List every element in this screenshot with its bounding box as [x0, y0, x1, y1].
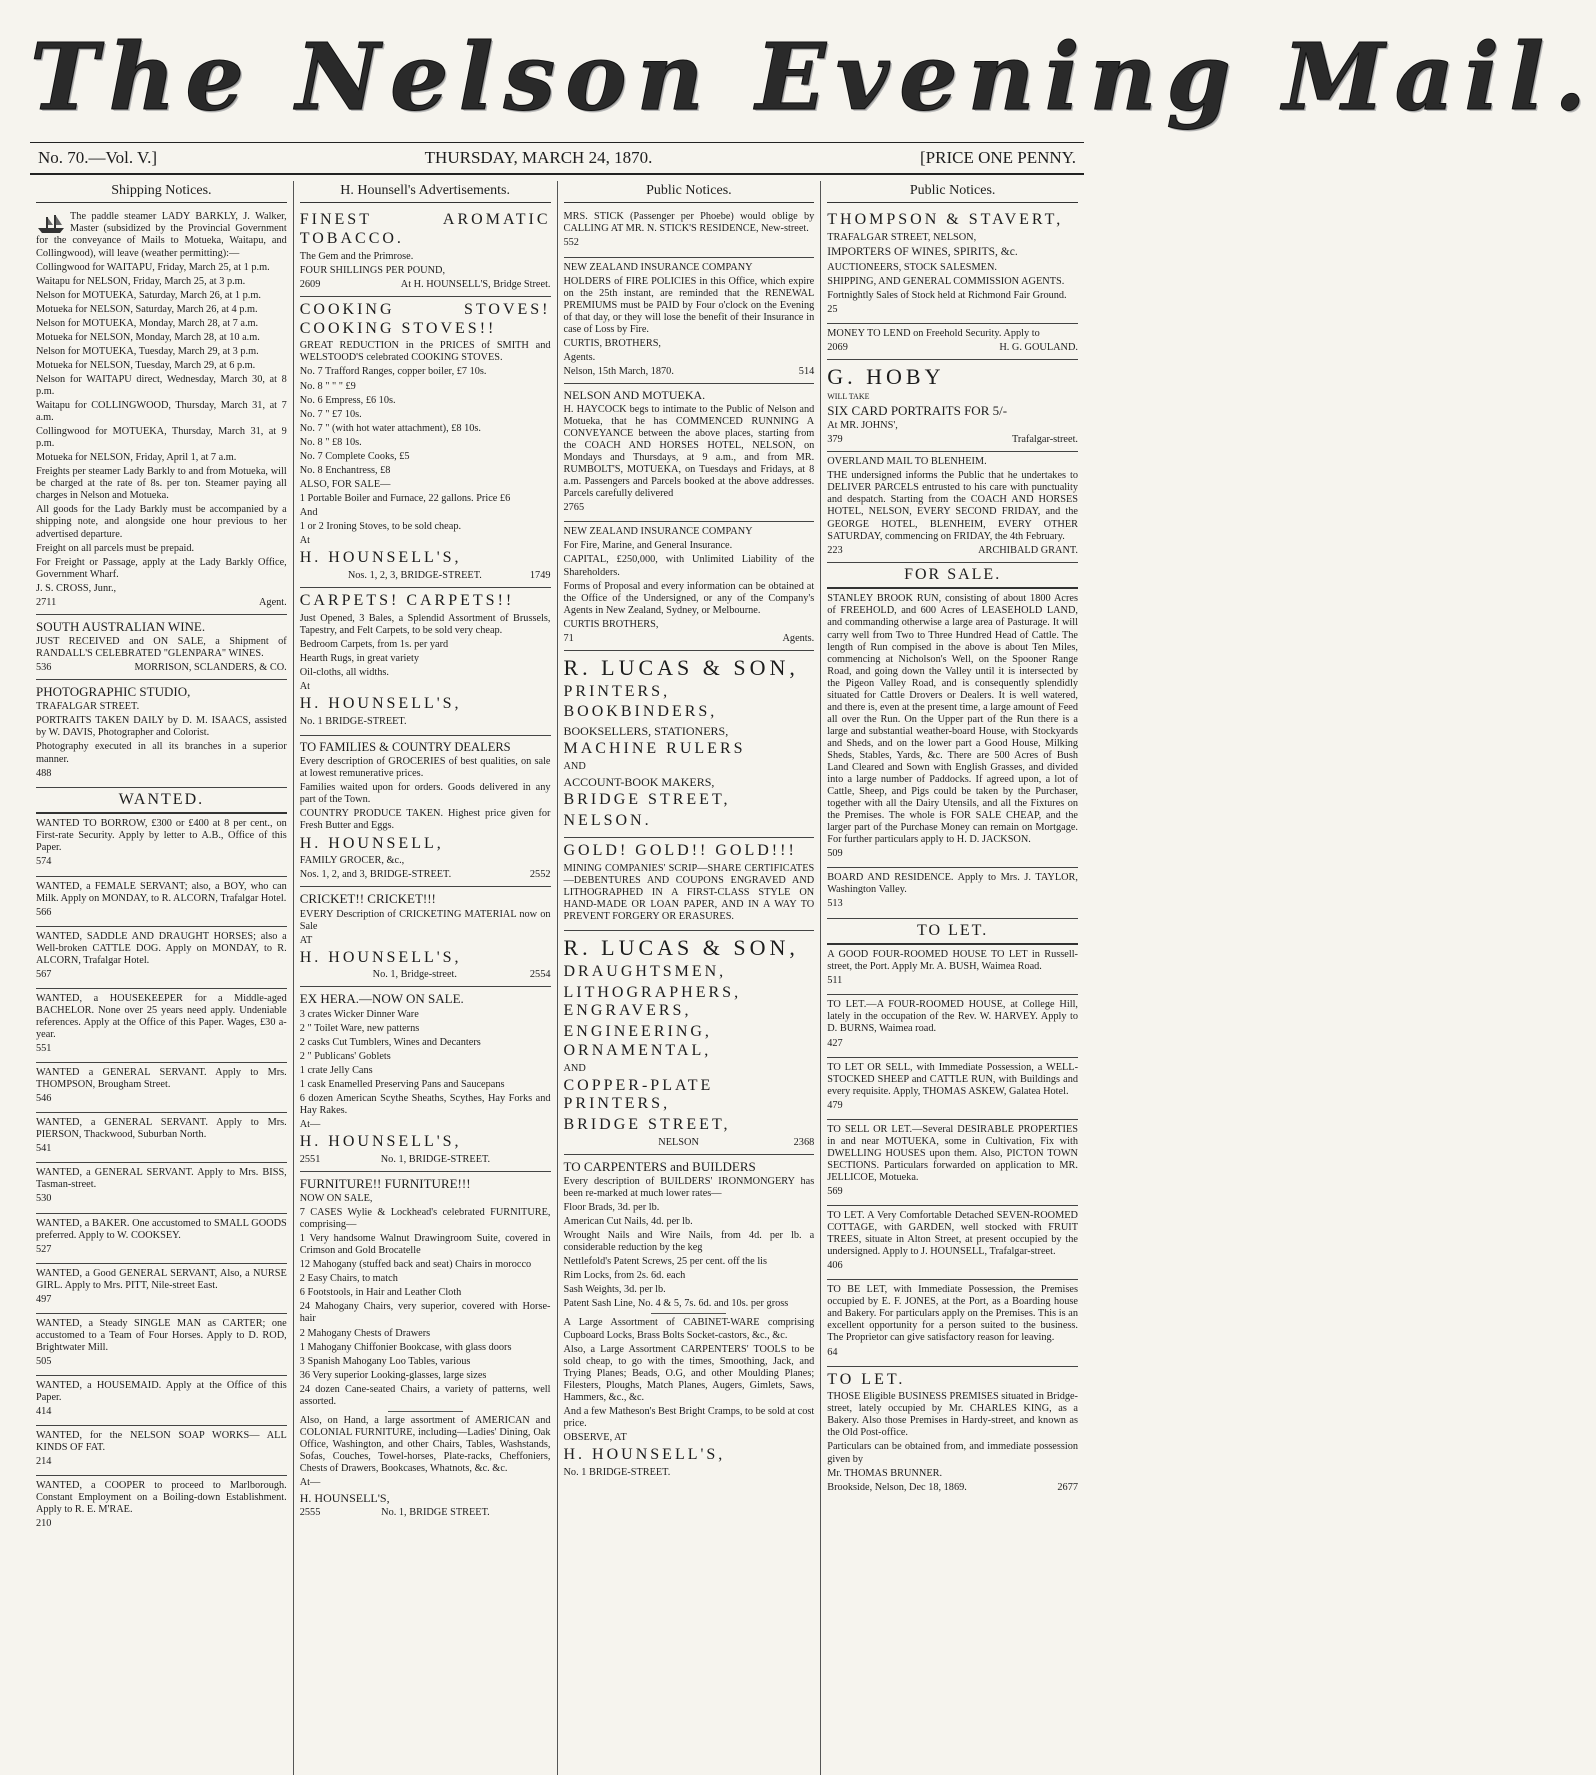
ad-text: Agents. — [782, 632, 815, 644]
stick-ad — [564, 207, 815, 257]
ad-ref: 552 — [563, 237, 579, 249]
ad-ref: 427 — [827, 1037, 843, 1049]
ad-heading: NELSON AND MOTUEKA. — [563, 387, 706, 402]
ad-subheading: The Gem and the Primrose. — [299, 250, 414, 262]
ad-ref: 2554 — [529, 969, 551, 981]
ad-text: EVERY Description of CRICKETING MATERIAL now on Sale — [299, 908, 551, 932]
ad-text: ALSO, FOR SALE— — [299, 478, 391, 490]
ad-ref: 514 — [798, 365, 815, 377]
ad-ref: 406 — [827, 1260, 843, 1272]
ad-signature: CURTIS, BROTHERS, — [563, 337, 662, 349]
column-hounsell — [293, 181, 557, 1775]
ad-ref: 2677 — [1057, 1481, 1078, 1493]
ad-text: Motueka for NELSON, Monday, March 28, at 10 a.m. — [36, 331, 260, 343]
ad-address: No. 1, BRIDGE STREET. — [381, 1507, 490, 1519]
ship-icon — [36, 213, 66, 235]
ad-text: Nelson for MOTUEKA, Tuesday, March 29, at 3 p.m. — [36, 345, 259, 357]
ad-ref: 479 — [827, 1099, 843, 1111]
ad-text: ACCOUNT-BOOK MAKERS, — [563, 774, 715, 789]
ad-text: Families waited upon for orders. Goods delivered in any part of the Town. — [299, 782, 551, 806]
column-public-notices-2 — [820, 181, 1084, 1775]
ad-signature: Mr. THOMAS BRUNNER. — [827, 1467, 943, 1479]
ad-heading: R. LUCAS & SON, — [563, 935, 799, 961]
ad-text: The paddle steamer LADY BARKLY, J. Walker, Master (subsidized by the Provincial Government for the conveyance of Mails to Motueka, Waitapu, and Collingwood), will leave (weather permitting):— — [36, 211, 287, 259]
ad-text: TO LET. A Very Comfortable Detached SEVEN-ROOMED COTTAGE, with GARDEN, well stocked with FRUIT TREES, situate in Alton Street, at present occupied by the undersigned. Apply to J. HOUNSELL, Trafalgar-street. — [827, 1210, 1078, 1258]
ad-text: TO SELL OR LET.—Several DESIRABLE PROPERTIES in and near MOTUEKA, some in Cultivation, Fix with DWELLING HOUSES upon them. Also, PICTON TOWN SECTIONS. Particulars forwarded on application to MR. JELLICOE, Motueka. — [827, 1123, 1078, 1183]
ad-agent: Agent. — [259, 596, 287, 608]
ad-text: THE undersigned informs the Public that he undertakes to DELIVER PARCELS entrusted to his care with punctuality and despatch. Starting from the COACH AND HORSES HOTEL, NELSON, EVERY SECOND FRIDAY, and the GEORGE HOTEL, BLENHEIM, EVERY OTHER SATURDAY, commencing on FRIDAY, the 4th February. — [827, 470, 1078, 542]
ad-text: HOLDERS of FIRE POLICIES in this Office, which expire on the 25th instant, are reminded that the RENEWAL PREMIUMS must be PAID by Four o'clock on the Evening of that day, or they will lose the benefit of their Insurance in case of Loss by Fire. — [563, 275, 815, 335]
ad-text: MINING COMPANIES' SCRIP—SHARE CERTIFICATES—DEBENTURES AND COUPONS ENGRAVED AND LITHOGRAPHED IN A FIRST-CLASS STYLE ON HAND-MADE OR LOAN PAPER, AND IN A WAY TO PREVENT FORGERY OR ERASURES. — [563, 862, 815, 923]
to-let-ad — [827, 995, 1078, 1057]
wanted-ad — [36, 927, 287, 989]
ad-text: No. 7 " £7 10s. — [299, 408, 362, 420]
ad-text: 24 Mahogany Chairs, very superior, covered with Horse-hair — [299, 1301, 551, 1325]
column-heading: H. Hounsell's Advertisements. — [300, 181, 551, 203]
ad-text: GREAT REDUCTION in the PRICES of SMITH and WELSTOOD'S celebrated COOKING STOVES. — [299, 340, 551, 364]
ad-text: 2 " Publicans' Goblets — [299, 1050, 391, 1062]
ad-heading: COOKING STOVES! COOKING STOVES!! — [299, 300, 551, 337]
furniture-ad — [300, 1172, 551, 1524]
board-residence-ad — [827, 868, 1078, 918]
ad-text: No. 8 " " " £9 — [299, 380, 356, 392]
wanted-ad — [36, 1063, 287, 1113]
ad-text: Agents. — [563, 351, 596, 363]
ad-text: 2 casks Cut Tumblers, Wines and Decanters — [299, 1036, 481, 1048]
wanted-ad — [36, 1163, 287, 1213]
wanted-ad — [36, 814, 287, 876]
ad-text: Hearth Rugs, in great variety — [299, 652, 419, 664]
ad-text: Freight on all parcels must be prepaid. — [36, 542, 195, 554]
lady-barkly-ad — [36, 207, 287, 614]
ad-ref: 71 — [563, 632, 574, 644]
ad-text: Just Opened, 3 Bales, a Splendid Assortment of Brussels, Tapestry, and Felt Carpets, to be sold very cheap. — [299, 612, 551, 636]
ad-ref: 2551 — [299, 1153, 321, 1165]
cricket-ad — [300, 887, 551, 987]
ad-ref: 2609 — [299, 278, 321, 290]
issue-number: No. 70.—Vol. V.] — [38, 148, 158, 167]
carpets-ad — [300, 588, 551, 736]
ad-subheading: FAMILY GROCER, &c., — [299, 855, 405, 867]
ad-text: PORTRAITS TAKEN DAILY by D. M. ISAACS, assisted by W. DAVIS, Photographer and Colorist. — [36, 715, 287, 739]
ad-text: Nelson for WAITAPU direct, Wednesday, March 30, at 8 p.m. — [36, 373, 287, 397]
ad-text: MRS. STICK (Passenger per Phoebe) would oblige by CALLING AT MR. N. STICK'S RESIDENCE, New-street. — [563, 211, 815, 235]
wanted-ad — [36, 1314, 287, 1376]
ad-date: Nelson, 15th March, 1870. — [563, 365, 674, 377]
ad-text: WANTED, a Steady SINGLE MAN as CARTER; one accustomed to a Team of Four Horses. Apply to D. ROD, Brightwater Mill. — [36, 1317, 287, 1353]
ad-ref: 566 — [36, 906, 52, 918]
ad-text: No. 8 " £8 10s. — [299, 436, 362, 448]
ad-text: Waitapu for COLLINGWOOD, Thursday, March 31, at 7 a.m. — [36, 400, 287, 424]
ad-signature: H. HOUNSELL'S, — [299, 1133, 462, 1151]
ad-text: Floor Brads, 3d. per lb. — [563, 1202, 660, 1214]
ad-text: WILL TAKE — [827, 391, 870, 401]
ad-text: Rim Locks, from 2s. 6d. each — [563, 1270, 686, 1282]
masthead: The Nelson Evening Mail. — [30, 23, 1596, 131]
ad-text: IMPORTERS OF WINES, SPIRITS, &c. — [827, 246, 1018, 259]
ad-heading: SOUTH AUSTRALIAN WINE. — [36, 618, 206, 634]
ad-ref: 513 — [827, 898, 843, 910]
ad-text: Nelson for MOTUEKA, Monday, March 28, at 7 a.m. — [36, 317, 259, 329]
ad-text: 1 Very handsome Walnut Drawingroom Suite, covered in Crimson and Gold Brocatelle — [299, 1233, 551, 1257]
ad-text: WANTED, a HOUSEKEEPER for a Middle-aged BACHELOR. None over 25 years need apply. Undeniable references. Apply at the Office of this Paper. Wages, £30 a-year. — [36, 992, 287, 1040]
ad-text: No. 6 Empress, £6 10s. — [299, 394, 396, 406]
ad-text: 1 Portable Boiler and Furnace, 22 gallons. Price £6 — [299, 492, 511, 504]
nz-insurance-ad-2 — [564, 522, 815, 650]
ad-text: Particulars can be obtained from, and immediate possession given by — [827, 1441, 1078, 1465]
ad-address: Nos. 1, 2, 3, BRIDGE-STREET. — [347, 569, 482, 581]
nz-insurance-ad — [564, 258, 815, 384]
ad-text: A GOOD FOUR-ROOMED HOUSE TO LET in Russell-street, the Port. Apply Mr. A. BUSH, Waimea Road. — [827, 949, 1078, 973]
ad-text: Every description of BUILDERS' IRONMONGERY has been re-marked at much lower rates— — [563, 1175, 815, 1200]
ad-ref: 511 — [827, 975, 843, 987]
families-ad — [300, 736, 551, 888]
ad-ref: 2711 — [36, 596, 57, 608]
ad-text: Sash Weights, 3d. per lb. — [563, 1284, 666, 1296]
ad-ref: 541 — [36, 1143, 52, 1155]
ad-text: Bedroom Carpets, from 1s. per yard — [299, 638, 449, 650]
ad-text: No. 8 Enchantress, £8 — [299, 464, 391, 476]
wanted-ad — [36, 1426, 287, 1476]
ad-text: 1 Mahogany Chiffonier Bookcase, with glass doors — [299, 1341, 512, 1353]
ad-text: Nelson for MOTUEKA, Saturday, March 26, at 1 p.m. — [36, 289, 261, 301]
ad-ref: 551 — [36, 1043, 52, 1055]
ad-address: Trafalgar-street. — [1011, 434, 1078, 446]
ad-ref: 527 — [36, 1243, 52, 1255]
ad-text: TO LET OR SELL, with Immediate Possession, a WELL-STOCKED SHEEP and CATTLE RUN, with Buildings and every requisite. Apply, THOMAS ASKEW, Galatea Hotel. — [827, 1061, 1078, 1097]
ad-ref: 505 — [36, 1355, 52, 1367]
ad-ref: 536 — [36, 662, 52, 674]
ad-heading: FURNITURE!! FURNITURE!!! — [299, 1175, 471, 1191]
ad-text: STANLEY BROOK RUN, consisting of about 1800 Acres of FREEHOLD, and 600 Acres of LEASEHOLD LAND, and commanding otherwise a large area of Pasturage. It will carry well from Two to Three Hundred Head of Cattle. The length of Run compised in the above is about Ten Miles, commencing at Nicholson's Well, on the Spooner Range Road, and going down the Valley until it is intersected by the Pigeon Valley Road, and is consequently splendidly situated for Cattle Drovers or Dealers. It is well watered, and there is, even at the present time, a large amount of Feed all over the Run. On the Upper part of the Run there is a large and substantial weather-board House, with Stockyards and Sheds, and on the lower part a Good House, Milking Sheds, Stables, Yards, &c. There are 500 Acres of Bush Land Cleared and Sown with English Grasses, and divided into a large number of Paddocks. If agreed upon, a lot of Cattle, Sheep, and Pigs could be taken by the Purchaser, together with all the Dairy Utensils, and all the Fixtures on the Premises. The whole is FOR SALE CHEAP, and the larger part of the Purchase Money can remain on Mortgage. For further particulars apply to H. D. JACKSON. — [827, 593, 1078, 846]
ad-text: No. 7 " (with hot water attachment), £8 10s. — [299, 422, 481, 434]
wanted-ad — [36, 1214, 287, 1264]
to-let-ad — [827, 945, 1078, 995]
ad-date: Brookside, Nelson, Dec 18, 1869. — [827, 1481, 967, 1493]
ad-text: ENGINEERING, ORNAMENTAL, — [563, 1023, 712, 1059]
ad-text: Patent Sash Line, No. 4 & 5, 7s. 6d. and 10s. per gross — [563, 1298, 789, 1310]
ad-heading: NEW ZEALAND INSURANCE COMPANY — [563, 526, 753, 538]
ad-text: Waitapu for NELSON, Friday, March 25, at 3 p.m. — [36, 275, 246, 287]
tobacco-ad — [300, 207, 551, 297]
ad-text: CAPITAL, £250,000, with Unlimited Liability of the Shareholders. — [563, 554, 815, 578]
ad-text: 3 crates Wicker Dinner Ware — [299, 1008, 419, 1020]
ad-text: DRAUGHTSMEN, — [563, 962, 727, 980]
ad-signature: MORRISON, SCLANDERS, & CO. — [134, 662, 287, 674]
ad-signature: At H. HOUNSELL'S, Bridge Street. — [400, 278, 551, 290]
ad-ref: 488 — [36, 767, 52, 779]
ad-text: WANTED, SADDLE AND DRAUGHT HORSES; also a Well-broken CATTLE DOG. Apply on MONDAY, to R. ALCORN, Trafalgar Hotel. — [36, 930, 287, 966]
ad-address: No. 1, Bridge-street. — [372, 969, 457, 981]
ad-text: Collingwood for MOTUEKA, Thursday, March 31, at 9 p.m. — [36, 426, 287, 450]
ad-text: 12 Mahogany (stuffed back and seat) Chairs in morocco — [299, 1259, 532, 1271]
ad-heading: CRICKET!! CRICKET!!! — [299, 891, 436, 907]
ad-subheading: For Fire, Marine, and General Insurance. — [563, 540, 733, 552]
ad-signature: H. G. GOULAND. — [999, 341, 1078, 353]
ad-text: WANTED, a BAKER. One accustomed to SMALL GOODS preferred. Apply to W. COOKSEY. — [36, 1217, 287, 1241]
ad-signature: H. HOUNSELL'S, — [299, 694, 462, 712]
ad-text: 2 Mahogany Chests of Drawers — [299, 1327, 431, 1339]
ad-ref: 567 — [36, 968, 52, 980]
ad-text: BRIDGE STREET, — [563, 790, 731, 808]
ad-ref: 223 — [827, 544, 843, 556]
ad-text: Also, on Hand, a large assortment of AMERICAN and COLONIAL FURNITURE, including—Ladies' Dining, Oak Office, Washington, and other Chairs, Tables, Washstands, Sofas, Couches, Towel-horses, Plate-racks, Cheffoniers, Chests of Drawers, Bookcases, Whatnots, &c. &c. — [299, 1414, 551, 1474]
ad-signature: H. HOUNSELL'S, — [299, 1491, 390, 1506]
wine-ad — [36, 615, 287, 680]
ad-ref: 2555 — [299, 1507, 321, 1519]
ad-text: BRIDGE STREET, — [563, 1116, 731, 1134]
column-heading: Shipping Notices. — [36, 181, 287, 203]
to-let-ad — [827, 1120, 1078, 1206]
wanted-ad — [36, 1476, 287, 1537]
ad-text: Photography executed in all its branches in a superior manner. — [36, 741, 287, 765]
ad-heading: TO LET. — [827, 1370, 906, 1388]
ad-text: WANTED TO BORROW, £300 or £400 at 8 per cent., on First-rate Security. Apply by letter to A.B., Office of this Paper. — [36, 818, 287, 854]
ad-text: COUNTRY PRODUCE TAKEN. Highest price given for Fresh Butter and Eggs. — [299, 808, 551, 832]
ad-text: 3 Spanish Mahogany Loo Tables, various — [299, 1355, 471, 1367]
ad-text: THOSE Eligible BUSINESS PREMISES situated in Bridge-street, lately occupied by Mr. CHARLES KING, as a Bakery. Also those Premises in Hardy-street, and known as the Old Post-office. — [827, 1391, 1078, 1439]
ad-text: WANTED, a HOUSEMAID. Apply at the Office of this Paper. — [36, 1379, 287, 1404]
to-let-heading: TO LET. — [827, 919, 1078, 946]
ad-text: Also, a Large Assortment CARPENTERS' TOOLS to be sold cheap, to go with the times, Smoothing, Jack, and Trying Planes; Beads, O.G, and other Moulding Planes; Filesters, Ploughs, Match Planes, Augers, Gimlets, Saws, Hammers, &c., &c. — [563, 1343, 815, 1403]
ad-text: Nettlefold's Patent Screws, 25 per cent. off the lis — [563, 1256, 768, 1268]
stanley-brook-ad — [827, 589, 1078, 868]
ad-ref: 2368 — [793, 1136, 815, 1148]
thompson-stavert-ad — [827, 207, 1078, 323]
ad-ref: 210 — [36, 1518, 52, 1530]
ad-address: Nos. 1, 2, and 3, BRIDGE-STREET. — [299, 869, 452, 881]
dateline — [30, 142, 1084, 175]
ad-text: BOOKBINDERS, — [563, 703, 718, 721]
overland-mail-ad — [827, 452, 1078, 562]
wanted-ad — [36, 989, 287, 1063]
ad-text: Oil-cloths, all widths. — [299, 666, 389, 678]
ad-heading: FINEST AROMATIC TOBACCO. — [299, 211, 551, 248]
ad-ref: 2552 — [529, 869, 551, 881]
ad-text: AND — [563, 1062, 586, 1074]
wanted-ad — [36, 1264, 287, 1314]
ad-address: No. 1 BRIDGE-STREET. — [299, 715, 407, 727]
carpenters-ad — [564, 1155, 815, 1486]
ad-ref: 530 — [36, 1193, 52, 1205]
ad-signature: H. HOUNSELL'S, — [299, 549, 462, 567]
ad-address: No. 1 BRIDGE-STREET. — [563, 1466, 671, 1478]
lucas-printers-ad — [564, 651, 815, 838]
ad-text: WANTED, a FEMALE SERVANT; also, a BOY, who can Milk. Apply on MONDAY, to R. ALCORN, Trafalgar Hotel. — [36, 880, 287, 904]
ad-text: LITHOGRAPHERS, ENGRAVERS, — [563, 983, 742, 1020]
ad-text: TO BE LET, with Immediate Possession, the Premises occupied by E. F. JONES, at the Port, as a Boarding house and Bakery. For particulars apply on the Premises. This is an excellent opportunity for a person suited to the business. The Proprietor can give satisfactory reason for leaving. — [827, 1284, 1078, 1344]
ad-text: FOUR SHILLINGS PER POUND, — [299, 264, 446, 276]
ad-text: 7 CASES Wylie & Lockhead's celebrated FURNITURE, comprising— — [299, 1207, 551, 1231]
ad-text: WANTED a GENERAL SERVANT. Apply to Mrs. THOMPSON, Brougham Street. — [36, 1067, 287, 1091]
ad-text: Wrought Nails and Wire Nails, from 4d. per lb. a considerable reduction by the keg — [563, 1230, 815, 1254]
to-let-ad — [827, 1280, 1078, 1366]
column-public-notices — [557, 181, 821, 1775]
ad-text: And a few Matheson's Best Bright Cramps, to be sold at cost price. — [563, 1405, 815, 1429]
ad-text: WANTED, a GENERAL SERVANT. Apply to Mrs. PIERSON, Thackwood, Suburban North. — [36, 1117, 287, 1141]
ad-text: 2 " Toilet Ware, new patterns — [299, 1022, 420, 1034]
ad-text: 6 Footstools, in Hair and Leather Cloth — [299, 1287, 462, 1299]
ad-text: WANTED, a COOPER to proceed to Marlborough. Constant Employment on a Boiling-down Establishment. Apply to R. E. M'RAE. — [36, 1480, 287, 1516]
column-heading: Public Notices. — [827, 181, 1078, 203]
ad-text: Motueka for NELSON, Tuesday, March 29, at 6 p.m. — [36, 359, 256, 371]
ad-text: 1 cask Enamelled Preserving Pans and Saucepans — [299, 1078, 505, 1090]
ad-signature: H. HOUNSELL'S, — [299, 948, 462, 966]
ad-text: AND — [563, 760, 586, 772]
ad-text: 6 dozen American Scythe Sheaths, Scythes, Hay Forks and Hay Rakes. — [299, 1092, 551, 1116]
issue-date: THURSDAY, MARCH 24, 1870. — [424, 148, 653, 167]
ad-text: 1 or 2 Ironing Stoves, to be sold cheap. — [299, 521, 462, 532]
ad-signature: H. HOUNSELL'S, — [563, 1445, 726, 1463]
ad-text: WANTED, a GENERAL SERVANT. Apply to Mrs. BISS, Tasman-street. — [36, 1167, 287, 1191]
ad-text: NELSON — [658, 1136, 699, 1148]
ad-subheading: TRAFALGAR STREET. — [36, 701, 140, 713]
to-let-ad — [827, 1206, 1078, 1280]
ad-signature: H. HOUNSELL, — [299, 834, 444, 852]
ad-ref: 414 — [36, 1406, 52, 1418]
ad-text: At MR. JOHNS', — [827, 420, 898, 432]
ad-heading: TO FAMILIES & COUNTRY DEALERS — [299, 739, 511, 754]
ad-heading: NEW ZEALAND INSURANCE COMPANY — [563, 261, 753, 273]
ad-text: AUCTIONEERS, STOCK SALESMEN. — [827, 261, 997, 273]
ad-heading: PHOTOGRAPHIC STUDIO, — [36, 684, 191, 700]
to-let-ad — [827, 1058, 1078, 1120]
ad-text: OBSERVE, AT — [563, 1431, 627, 1443]
wanted-heading: WANTED. — [36, 788, 287, 815]
ad-text: 36 Very superior Looking-glasses, large sizes — [299, 1369, 487, 1381]
ad-heading: EX HERA.—NOW ON SALE. — [299, 991, 464, 1007]
ad-text: AT — [299, 934, 313, 946]
ad-text: MONEY TO LEND on Freehold Security. Apply to — [827, 327, 1040, 339]
stoves-ad — [300, 297, 551, 588]
columns — [30, 181, 1084, 1775]
ad-text: At — [299, 535, 311, 547]
column-shipping — [30, 181, 293, 1775]
ad-heading: R. LUCAS & SON, — [563, 654, 799, 680]
ad-text: At— — [299, 1119, 321, 1131]
ad-address: No. 1, BRIDGE-STREET. — [380, 1153, 491, 1165]
ad-text: BOOKSELLERS, STATIONERS, — [563, 723, 729, 738]
ad-text: 1 crate Jelly Cans — [299, 1064, 373, 1076]
wanted-ad — [36, 1376, 287, 1426]
ad-text: JUST RECEIVED and ON SALE, a Shipment of RANDALL'S CELEBRATED "GLENPARA" WINES. — [36, 635, 287, 660]
ad-ref: 379 — [827, 434, 843, 446]
ad-text: For Freight or Passage, apply at the Lady Barkly Office, Government Wharf. — [36, 556, 287, 580]
ad-text: American Cut Nails, 4d. per lb. — [563, 1216, 693, 1228]
ad-ref: 2765 — [563, 502, 585, 514]
ad-text: NELSON. — [563, 811, 652, 829]
ad-text: A Large Assortment of CABINET-WARE comprising Cupboard Locks, Brass Bolts Socket-castors, &c., &c. — [563, 1317, 815, 1341]
ad-heading: OVERLAND MAIL TO BLENHEIM. — [827, 456, 987, 468]
ad-ref: 497 — [36, 1293, 52, 1305]
ad-text: All goods for the Lady Barkly must be accompanied by a shipping note, and alongside one hour previous to her advertised departure. — [36, 504, 287, 540]
photo-studio-ad — [36, 680, 287, 787]
ad-heading: G. HOBY — [827, 363, 945, 389]
ad-ref: 2069 — [827, 341, 848, 353]
ad-text: Fortnightly Sales of Stock held at Richmond Fair Ground. — [827, 289, 1067, 301]
ad-text: 2 Easy Chairs, to match — [299, 1273, 398, 1285]
ad-text: Motueka for NELSON, Saturday, March 26, at 4 p.m. — [36, 303, 258, 315]
ad-ref: 1749 — [529, 569, 551, 581]
ad-text: Freights per steamer Lady Barkly to and from Motueka, will be charged at the rate of 8s. per ton. Steamer paying all charges in Nelson and Motueka. — [36, 466, 287, 502]
ad-text: Collingwood for WAITAPU, Friday, March 25, at 1 p.m. — [36, 261, 270, 273]
hoby-ad — [827, 360, 1078, 452]
ad-signature: J. S. CROSS, Junr., — [36, 582, 117, 594]
ad-signature: CURTIS BROTHERS, — [563, 618, 659, 630]
ad-text: SIX CARD PORTRAITS FOR 5/- — [827, 402, 1008, 418]
ad-text: At— — [299, 1477, 321, 1489]
nelson-motueka-ad — [564, 384, 815, 522]
ad-text: COPPER-PLATE PRINTERS, — [563, 1076, 714, 1113]
ad-text: And — [299, 506, 318, 518]
wanted-ad — [36, 877, 287, 927]
ad-text: 24 dozen Cane-seated Chairs, a variety of patterns, well assorted. — [299, 1383, 551, 1407]
ad-text: No. 7 Complete Cooks, £5 — [299, 450, 410, 462]
ad-heading: GOLD! GOLD!! GOLD!!! — [563, 842, 797, 860]
ad-subheading: TRAFALGAR STREET, NELSON, — [827, 232, 977, 244]
ad-ref: 546 — [36, 1093, 52, 1105]
ad-text: H. HAYCOCK begs to intimate to the Public of Nelson and Motueka, that he has COMMENCED RUNNING A CONVEYANCE between the above places, starting from the COACH AND HORSES HOTEL, NELSON, on Mondays and Thursdays, at 9 a.m., and from MR. RUMBOLT'S, MOTUEKA, on Tuesdays and Fridays, at 8 a.m. Passengers and Parcels booked at the above addresses. Parcels carefully delivered — [563, 403, 815, 500]
column-heading: Public Notices. — [564, 181, 815, 203]
money-to-lend-ad — [827, 324, 1078, 360]
ad-ref: 25 — [827, 303, 838, 315]
ad-ref: 214 — [36, 1456, 52, 1468]
issue-price: [PRICE ONE PENNY. — [919, 148, 1076, 167]
ad-text: No. 7 Trafford Ranges, copper boiler, £7 10s. — [299, 366, 487, 378]
ad-text: Every description of GROCERIES of best qualities, on sale at lowest remunerative prices. — [299, 756, 551, 780]
ad-heading: CARPETS! CARPETS!! — [299, 591, 515, 609]
ad-text: PRINTERS, — [563, 682, 671, 700]
ad-text: WANTED, a Good GENERAL SERVANT, Also, a NURSE GIRL. Apply to Mrs. PITT, Nile-street East. — [36, 1267, 287, 1291]
ad-ref: 509 — [827, 848, 843, 860]
ad-ref: 574 — [36, 856, 52, 868]
to-let-ad — [827, 1367, 1078, 1499]
ad-text: TO LET.—A FOUR-ROOMED HOUSE, at College Hill, lately in the occupation of the Rev. W. HARVEY. Apply to D. BURNS, Waimea road. — [827, 999, 1078, 1035]
ad-text: MACHINE RULERS — [563, 740, 746, 758]
for-sale-heading: FOR SALE. — [827, 563, 1078, 590]
ad-signature: ARCHIBALD GRANT. — [978, 544, 1078, 556]
ad-ref: 569 — [827, 1186, 843, 1197]
gold-ad — [564, 838, 815, 931]
lucas-draughtsmen-ad — [564, 931, 815, 1155]
ad-heading: TO CARPENTERS and BUILDERS — [563, 1158, 756, 1174]
ad-ref: 64 — [827, 1346, 838, 1358]
ad-heading: THOMPSON & STAVERT, — [827, 211, 1064, 229]
ad-text: At — [299, 680, 311, 692]
wanted-ad — [36, 1113, 287, 1163]
ad-text: SHIPPING, AND GENERAL COMMISSION AGENTS. — [827, 275, 1065, 287]
ex-hera-ad — [300, 987, 551, 1171]
ad-text: WANTED, for the NELSON SOAP WORKS— ALL KINDS OF FAT. — [36, 1430, 287, 1454]
ad-text: NOW ON SALE, — [299, 1193, 373, 1205]
ad-text: Forms of Proposal and every information can be obtained at the Office of the Undersigned, or any of the Company's Agents in New Zealand, Sydney, or Melbourne. — [563, 580, 815, 616]
ad-text: Motueka for NELSON, Friday, April 1, at 7 a.m. — [36, 452, 237, 464]
ad-text: BOARD AND RESIDENCE. Apply to Mrs. J. TAYLOR, Washington Valley. — [827, 872, 1078, 896]
